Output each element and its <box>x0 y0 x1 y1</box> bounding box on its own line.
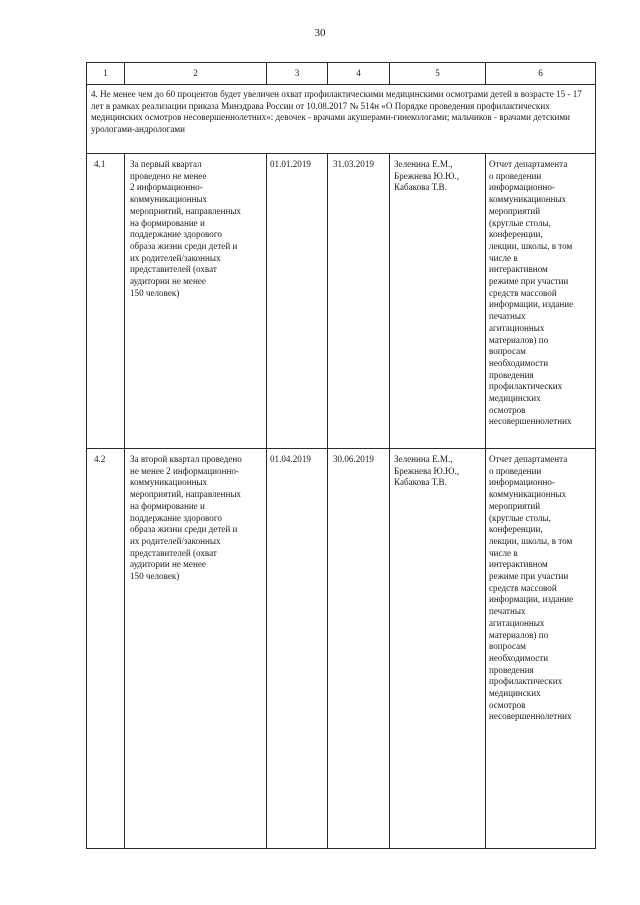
table-row <box>87 449 596 849</box>
column-number: 5 <box>390 63 486 85</box>
item-description: За второй квартал проведено не менее 2 информационно- коммуникационных мероприятий, направленных на формирование и поддержание здорового образа жизни среди детей и их родителей/законных представителей (охват аудитории не менее 150 человек) <box>125 449 267 849</box>
section-title: 4. Не менее чем до 60 процентов будет увеличен охват профилактическими медицинскими осмотрами детей в возрасте 15 - 17 лет в рамках реализации приказа Минздрава России от 10.08.2017 № 514н «О Порядке проведения профилактических медицинских осмотров несовершеннолетних»: девочек - врачами акушерами-гинекологами; мальчиков - врачами детскими урологами-андрологами <box>87 85 596 154</box>
column-number: 3 <box>267 63 328 85</box>
responsible-persons: Зеленина Е.М., Брежнева Ю.Ю., Кабакова Т.В. <box>390 154 486 449</box>
item-number: 4.2 <box>87 449 125 849</box>
start-date: 01.01.2019 <box>267 154 328 449</box>
activity-plan-table <box>86 62 596 849</box>
end-date: 31.03.2019 <box>328 154 390 449</box>
start-date: 01.04.2019 <box>267 449 328 849</box>
column-number-row <box>87 63 596 85</box>
table-row <box>87 154 596 449</box>
responsible-persons: Зеленина Е.М., Брежнева Ю.Ю., Кабакова Т.В. <box>390 449 486 849</box>
section-row <box>87 85 596 154</box>
column-number: 4 <box>328 63 390 85</box>
column-number: 2 <box>125 63 267 85</box>
item-description: За первый квартал проведено не менее 2 информационно- коммуникационных мероприятий, направленных на формирование и поддержание здорового образа жизни среди детей и их родителей/законных представителей (охват аудитории не менее 150 человек) <box>125 154 267 449</box>
item-number: 4.1 <box>87 154 125 449</box>
report-form: Отчет департамента о проведении информационно- коммуникационных мероприятий (круглые столы, конференции, лекции, школы, в том числе в интерактивном режиме при участии средств массовой информации, издание печатных агитационных материалов) по вопросам необходимости проведения профилактических медицинских осмотров несовершеннолетних <box>486 154 596 449</box>
column-number: 1 <box>87 63 125 85</box>
page-number: 30 <box>314 27 326 39</box>
column-number: 6 <box>486 63 596 85</box>
report-form: Отчет департамента о проведении информационно- коммуникационных мероприятий (круглые столы, конференции, лекции, школы, в том числе в интерактивном режиме при участии средств массовой информации, издание печатных агитационных материалов) по вопросам необходимости проведения профилактических медицинских осмотров несовершеннолетних <box>486 449 596 849</box>
end-date: 30.06.2019 <box>328 449 390 849</box>
